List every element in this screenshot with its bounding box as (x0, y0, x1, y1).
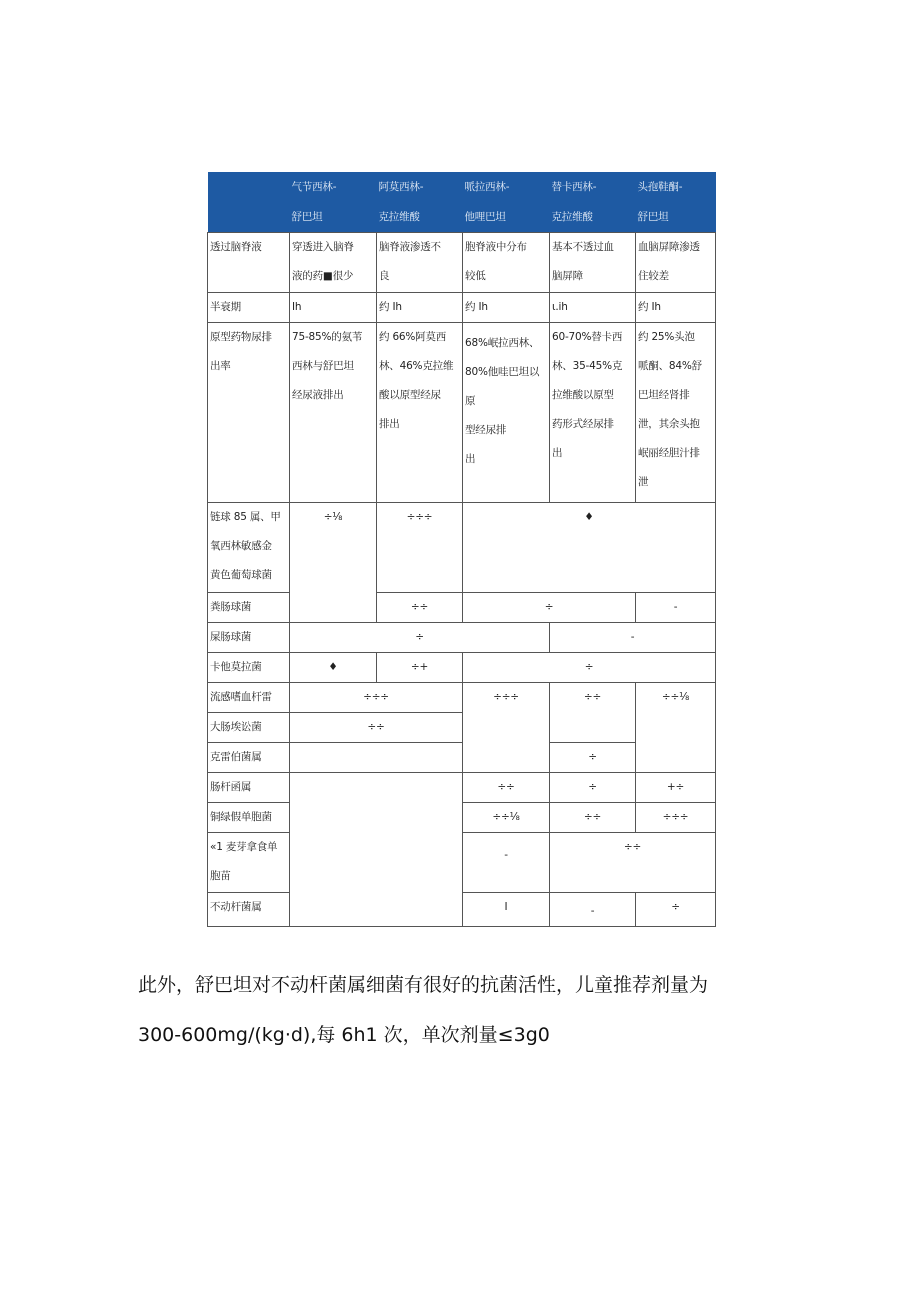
text-line: Ih (292, 301, 302, 313)
text-line: ÷÷÷ (493, 691, 519, 703)
table-cell (550, 323, 636, 503)
text-line: ÷+ (410, 661, 429, 673)
text-line: ÷÷÷ (406, 511, 433, 523)
text-line: 阿莫西林- (378, 181, 424, 193)
table-cell (550, 833, 716, 893)
table-cell (636, 593, 716, 623)
header-ampicillin-sulbactam (290, 172, 377, 233)
text-line: 流感嗜血杆雷 (210, 691, 272, 703)
text-line: 拉维酸以原型 (552, 389, 614, 401)
text-line: 68%岷拉西林、 (465, 337, 540, 349)
text-line: 脑脊液渗透不 (379, 241, 441, 253)
text-line: - (504, 849, 508, 861)
text-line: 经尿液排出 (292, 389, 344, 401)
text-line: 排出 (379, 418, 400, 430)
text-line: 巴坦经肾排 (638, 389, 690, 401)
text-line: ♦ (584, 511, 594, 523)
text-line: I (504, 901, 508, 913)
text-line: 液的药■很少 (292, 270, 354, 282)
header-ticarcillin-clavulanate (550, 172, 636, 233)
table-cell (377, 323, 463, 503)
table-cell (290, 233, 377, 293)
table-cell (290, 713, 463, 743)
text-line: ÷ (671, 901, 680, 913)
text-line: 林、46%克拉维 (379, 360, 454, 372)
text-line: +÷ (666, 781, 685, 793)
table-row (208, 623, 716, 653)
table-cell (290, 653, 377, 683)
text-line: 原型药物尿排 (210, 331, 272, 343)
text-line: 80%他哇巴坦以原 (465, 366, 540, 407)
text-line: ÷÷÷ (662, 811, 689, 823)
text-line: ÷ (588, 781, 597, 793)
text-line: 出率 (210, 360, 231, 372)
table-cell (463, 593, 636, 623)
text-line: «1 麦芽拿食单 (210, 841, 278, 853)
text-line: 良 (379, 270, 390, 282)
table-cell-empty (290, 773, 463, 927)
text-line: ÷÷ (583, 811, 602, 823)
text-line: 约 Ih (465, 301, 488, 313)
text-line: 此外，舒巴坦对不动杆菌属细菌有很好的抗菌活性，儿童推荐剂量为 (138, 974, 709, 996)
table-cell (463, 893, 550, 927)
table-row (208, 593, 716, 623)
table-row (208, 323, 716, 503)
table-cell (550, 893, 636, 927)
header-cefoperazone-sulbactam (636, 172, 716, 233)
text-line: 西林与舒巴坦 (292, 360, 354, 372)
table-row (208, 683, 716, 713)
row-label-moraxella (208, 653, 290, 683)
table-cell (290, 503, 377, 623)
text-line: 他哩巴坦 (464, 211, 506, 223)
table-cell (377, 503, 463, 593)
text-line: 头孢鞋酮- (637, 181, 683, 193)
table-cell (463, 773, 550, 803)
table-cell (550, 773, 636, 803)
text-line: 脑屏障 (552, 270, 583, 282)
table-cell (636, 293, 716, 323)
text-line: - (673, 601, 678, 613)
text-line: 出 (465, 453, 476, 465)
text-line: 哌拉西林- (464, 181, 510, 193)
table-cell (463, 503, 716, 593)
header-cell-blank (208, 172, 290, 233)
text-line: 约 Ih (379, 301, 402, 313)
text-line: 较低 (465, 270, 486, 282)
row-label-urine-excretion (208, 323, 290, 503)
table-cell (550, 233, 636, 293)
text-line: 酸以原型经尿 (379, 389, 441, 401)
table-cell (463, 653, 716, 683)
table-row (208, 773, 716, 803)
table-cell (636, 683, 716, 773)
text-line: 大肠埃讼菌 (210, 721, 262, 733)
table-header-row (208, 172, 716, 233)
header-amoxicillin-clavulanate (377, 172, 463, 233)
text-line: 不动杆菌属 (210, 901, 262, 913)
table-cell (463, 833, 550, 893)
antibiotic-comparison-table (207, 172, 716, 927)
table-cell (463, 683, 550, 773)
text-line: 约 Ih (638, 301, 661, 313)
text-line: ÷÷⅛ (661, 691, 690, 703)
row-label-streptococcus (208, 503, 290, 593)
text-line: ÷÷ (497, 781, 515, 793)
text-line: 卡他莫拉菌 (210, 661, 262, 673)
row-label-e-coli (208, 713, 290, 743)
text-line: ÷÷⅛ (492, 811, 520, 823)
text-line: 药形式经尿排 (552, 418, 614, 430)
table-row (208, 233, 716, 293)
table-cell (463, 293, 550, 323)
dosage-note (138, 960, 738, 1060)
table-cell (636, 893, 716, 927)
text-line: - (590, 905, 595, 917)
text-line: 铜绿假单胞菌 (210, 811, 272, 823)
table-cell (550, 743, 636, 773)
row-label-e-faecium (208, 623, 290, 653)
table-cell (636, 803, 716, 833)
table-cell (290, 683, 463, 713)
table-cell (290, 293, 377, 323)
text-line: ι.ih (552, 301, 568, 313)
table-row (208, 653, 716, 683)
text-line: ÷÷ (623, 841, 642, 853)
text-line: ♦ (328, 661, 338, 673)
text-line: 黄色葡萄球菌 (210, 569, 272, 581)
row-label-half-life (208, 293, 290, 323)
row-label-p-aeruginosa (208, 803, 290, 833)
table-cell (377, 653, 463, 683)
table-cell (636, 233, 716, 293)
text-line: ÷÷ (583, 691, 602, 703)
text-line: 基本不透过血 (552, 241, 614, 253)
text-line: 透过脑脊液 (210, 241, 262, 253)
row-label-acinetobacter (208, 893, 290, 927)
table-cell (636, 323, 716, 503)
header-piperacillin-tazobactam (463, 172, 550, 233)
text-line: 75-85%的氨苇 (292, 331, 363, 343)
text-line: 岷丽经胆汁排 (638, 447, 700, 459)
table-cell (377, 293, 463, 323)
text-line: 哌酮、84%舒 (638, 360, 702, 372)
table-cell (377, 593, 463, 623)
text-line: 林、35-45%克 (552, 360, 623, 372)
text-line: 约 25%头泡 (638, 331, 695, 343)
text-line: 半衰期 (210, 301, 241, 313)
text-line: 舒巴坦 (637, 211, 669, 223)
text-line: 穿透进入脑脊 (292, 241, 354, 253)
text-line: 舒巴坦 (291, 211, 323, 223)
text-line: 气节西林- (291, 181, 337, 193)
table-cell (463, 803, 550, 833)
text-line: 替卡西林- (551, 181, 597, 193)
text-line: 约 66%阿莫西 (379, 331, 447, 343)
table-cell (290, 323, 377, 503)
row-label-csf (208, 233, 290, 293)
text-line: 泄 (638, 476, 649, 488)
text-line: 胞苗 (210, 870, 231, 882)
text-line: 克拉维酸 (551, 211, 593, 223)
text-line: 克雷伯菌属 (210, 751, 262, 763)
table-cell (550, 623, 716, 653)
text-line: ÷ (588, 751, 597, 763)
text-line: ÷÷÷ (363, 691, 389, 703)
text-line: 血脑屏障渗透 (638, 241, 700, 253)
text-line: 粪肠球菌 (210, 601, 252, 613)
text-line: 克拉维酸 (378, 211, 420, 223)
text-line: 胞脊液中分布 (465, 241, 527, 253)
table-cell (377, 233, 463, 293)
text-line: 住较差 (638, 270, 669, 282)
row-label-maltophilia (208, 833, 290, 893)
row-label-h-influenzae (208, 683, 290, 713)
text-line: ÷ (584, 661, 594, 673)
table-cell (550, 803, 636, 833)
table-cell (463, 323, 550, 503)
text-line: 型经尿排 (465, 424, 507, 436)
text-line: ÷÷ (410, 601, 429, 613)
text-line: ÷⅛ (323, 511, 343, 523)
text-line: 出 (552, 447, 563, 459)
text-line: 泄，其余头抱 (638, 418, 700, 430)
table-cell (463, 233, 550, 293)
table-cell (636, 773, 716, 803)
text-line: 氧西林敏感金 (210, 540, 272, 552)
text-line: 屎肠球菌 (210, 631, 252, 643)
text-line: ÷÷ (367, 721, 385, 733)
text-line: 300-600mg/(kg·d),每 6h1 次，单次剂量≤3g0 (138, 1024, 550, 1046)
text-line: 肠杆函属 (210, 781, 252, 793)
text-line: ÷ (415, 631, 424, 643)
text-line: 链球 85 属、甲 (210, 511, 281, 523)
table-row (208, 503, 716, 593)
row-label-e-faecalis (208, 593, 290, 623)
table-cell (550, 683, 636, 743)
text-line: - (630, 631, 635, 643)
table-cell (550, 293, 636, 323)
text-line: ÷ (544, 601, 554, 613)
table-row (208, 293, 716, 323)
table-cell-empty (290, 743, 463, 773)
row-label-enterobacter (208, 773, 290, 803)
table-cell (290, 623, 550, 653)
row-label-klebsiella (208, 743, 290, 773)
text-line: 60-70%替卡西 (552, 331, 623, 343)
